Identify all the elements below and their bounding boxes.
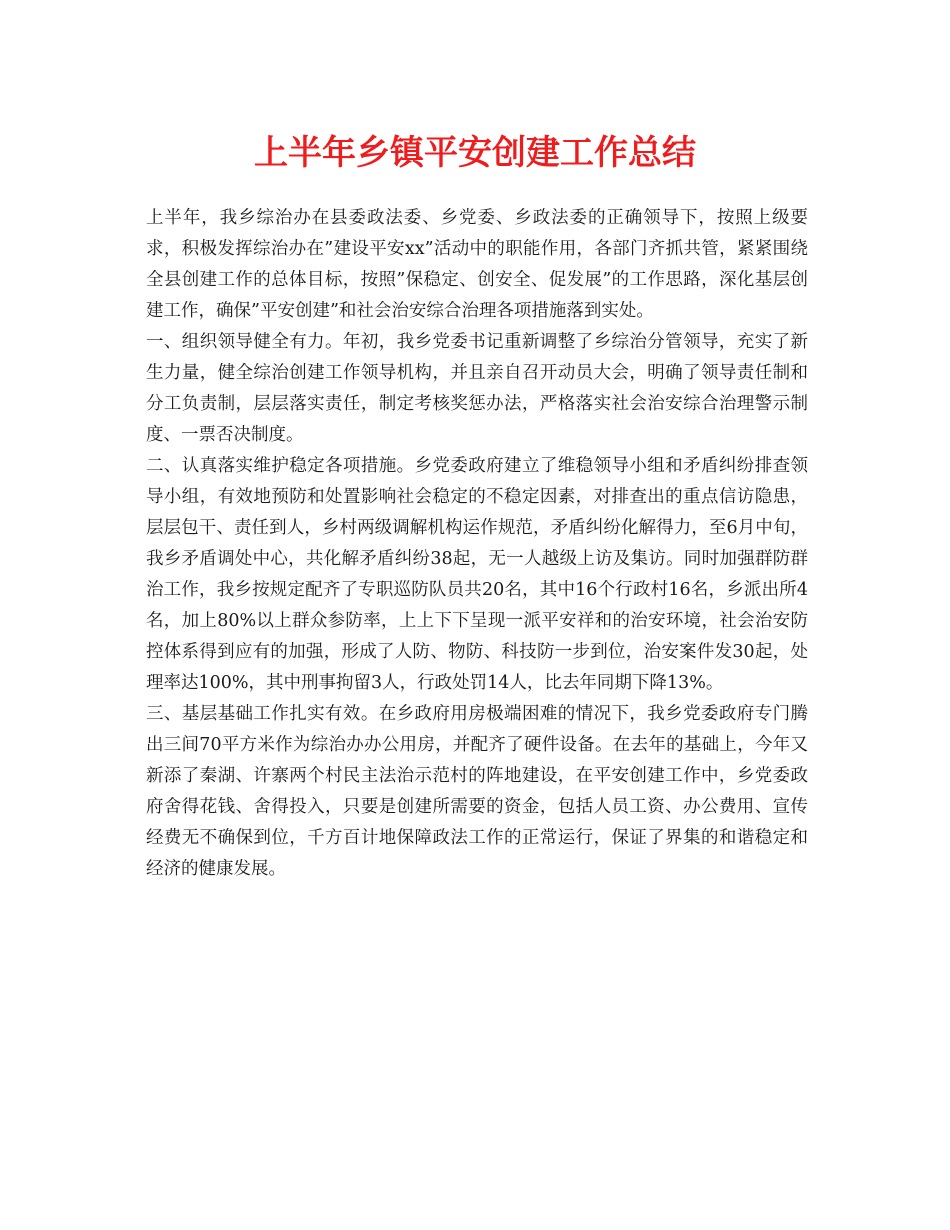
document-body bbox=[146, 203, 808, 885]
document-title: 上半年乡镇平安创建工作总结 bbox=[254, 133, 696, 173]
paragraph-section-2: 二、认真落实维护稳定各项措施。乡党委政府建立了维稳领导小组和矛盾纠纷排查领导小组，有效地预防和处置影响社会稳定的不稳定因素，对排查出的重点信访隐患，层层包干、责任到人，乡村两级调解机构运作规范，矛盾纠纷化解得力，至6月中旬，我乡矛盾调处中心，共化解矛盾纠纷38起，无一人越级上访及集访。同时加强群防群治工作，我乡按规定配齐了专职巡防队员共20名，其中16个行政村16名，乡派出所4名，加上80%以上群众参防率，上上下下呈现一派平安祥和的治安环境，社会治安防控体系得到应有的加强，形成了人防、物防、科技防一步到位，治安案件发30起，处理率达100%，其中刑事拘留3人，行政处罚14人，比去年同期下降13%。 bbox=[146, 456, 808, 693]
paragraph-section-1: 一、组织领导健全有力。年初，我乡党委书记重新调整了乡综治分管领导，充实了新生力量，健全综治创建工作领导机构，并且亲自召开动员大会，明确了领导责任制和分工负责制，层层落实责任，制定考核奖惩办法，严格落实社会治安综合治理警示制度、一票否决制度。 bbox=[146, 332, 808, 445]
paragraph-intro: 上半年，我乡综治办在县委政法委、乡党委、乡政法委的正确领导下，按照上级要求，积极发挥综治办在”建设平安xx”活动中的职能作用，各部门齐抓共管，紧紧围绕全县创建工作的总体目标，按照”保稳定、创安全、促发展”的工作思路，深化基层创建工作，确保”平安创建”和社会治安综合治理各项措施落到实处。 bbox=[146, 208, 808, 321]
paragraph-section-3: 三、基层基础工作扎实有效。在乡政府用房极端困难的情况下，我乡党委政府专门腾出三间70平方米作为综治办办公用房，并配齐了硬件设备。在去年的基础上，今年又新添了秦湖、许寨两个村民主法治示范村的阵地建设，在平安创建工作中，乡党委政府舍得花钱、舍得投入，只要是创建所需要的资金，包括人员工资、办公费用、宣传经费无不确保到位，千方百计地保障政法工作的正常运行，保证了界集的和谐稳定和经济的健康发展。 bbox=[146, 704, 808, 879]
